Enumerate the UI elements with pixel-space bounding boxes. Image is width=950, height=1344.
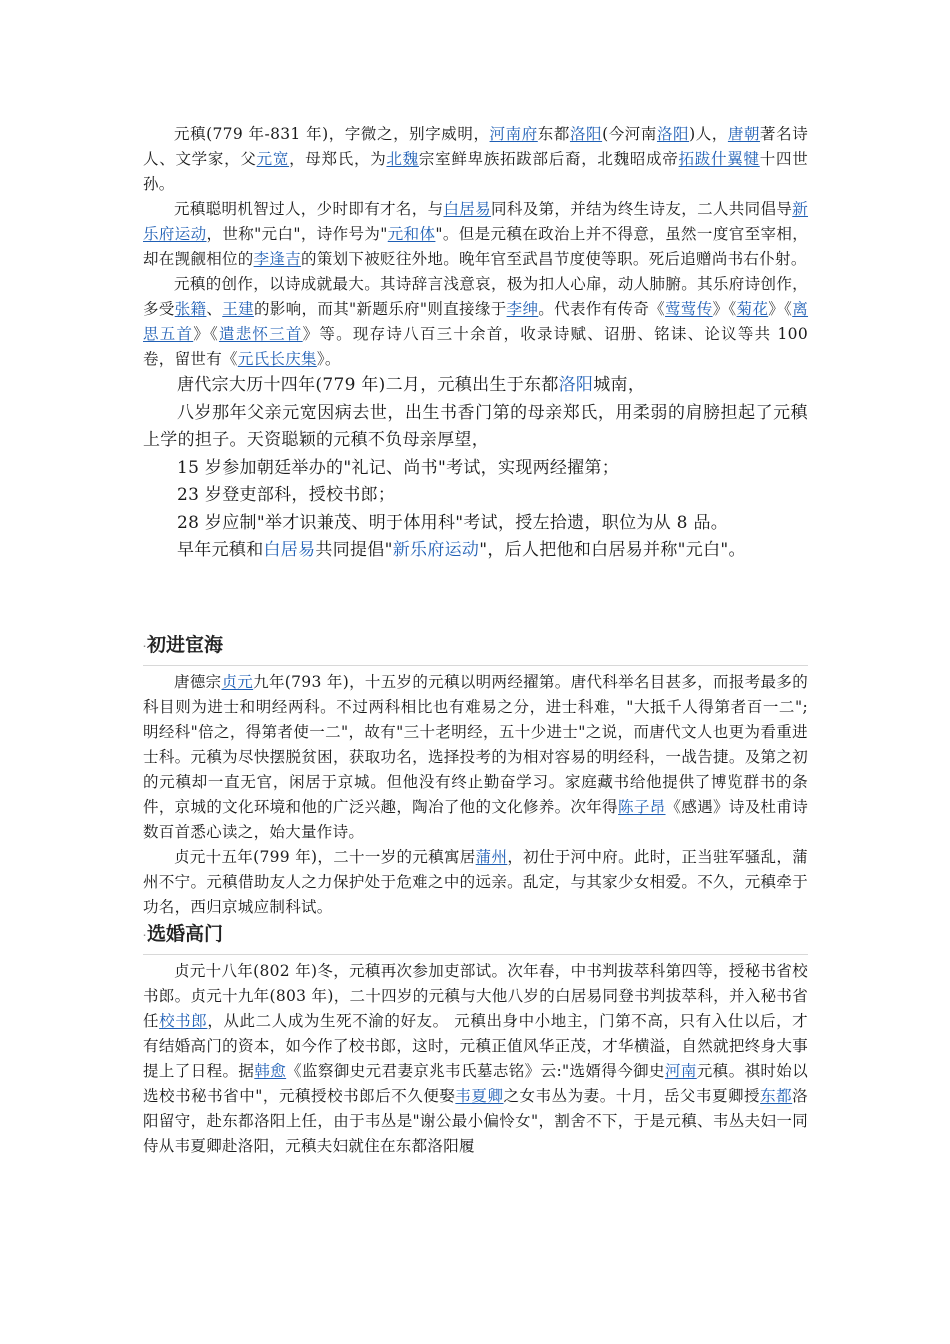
text-run: "。但是元稹在政治上并不得意，虽然一度官至宰相，却在觊觎相位的 (143, 225, 808, 268)
hyperlink[interactable]: 新乐府运动 (143, 200, 809, 243)
hyperlink[interactable]: 洛阳 (569, 125, 603, 143)
timeline-line-2 (143, 400, 808, 455)
text-run: 》《 (712, 300, 737, 318)
hyperlink[interactable]: 元宽 (256, 150, 290, 168)
marriage-paragraph-1 (143, 959, 808, 1159)
hyperlink[interactable]: 韩愈 (254, 1061, 287, 1080)
hyperlink[interactable]: 元和体 (387, 225, 436, 243)
text-run: 贞元十五年(799 年)，二十一岁的元稹寓居 (174, 847, 476, 866)
intro-paragraph-2 (143, 197, 808, 272)
text-run: 》《 (768, 300, 793, 318)
hyperlink[interactable]: 校书郎 (159, 1011, 208, 1030)
text-run: ，初仕于河中府。此时，正当驻军骚乱，蒲州不宁。元稹借助友人之力保护处于危难之中的远亲。乱定，与其家少女相爱。不久，元稹牵于功名，西归京城应制科试。 (143, 847, 808, 916)
hyperlink[interactable]: 唐朝 (727, 125, 761, 143)
text-run: ，从此二人成为生死不渝的好友。 元稹出身中小地主，门第不高，只有入仕以后，才有结婚高门的资本，如今作了校书郎，这时，元稹正值风华正茂，才华横溢，自然就把终身大事提上了日程。据 (143, 1011, 808, 1080)
text-run: ，母郑氏，为 (289, 150, 387, 168)
hyperlink[interactable]: 河南 (664, 1061, 697, 1080)
text-run: )人， (689, 125, 728, 143)
text-run: 城南， (593, 375, 646, 395)
hyperlink[interactable]: 新乐府运动 (392, 540, 480, 560)
text-run: 。代表作有传奇《 (538, 300, 666, 318)
hyperlink[interactable]: 拓跋什翼犍 (678, 150, 760, 168)
heading-divider (143, 954, 808, 955)
timeline-line-5 (143, 510, 808, 538)
hyperlink[interactable]: 莺莺传 (665, 300, 713, 318)
hyperlink[interactable]: 白居易 (443, 200, 492, 218)
text-run: 共同提倡" (315, 540, 393, 560)
hyperlink[interactable]: 遣悲怀三首 (218, 325, 303, 343)
hyperlink[interactable]: 贞元 (221, 672, 254, 691)
hyperlink[interactable]: 李逢吉 (253, 250, 302, 268)
text-run: 唐德宗 (174, 672, 222, 691)
text-run: 唐代宗大历十四年(779 年)二月，元稹出生于东都 (177, 375, 559, 395)
text-run: 东都 (537, 125, 570, 143)
text-run: 贞元十八年(802 年)冬，元稹再次参加吏部试。次年春，中书判拔萃科第四等，授秘书省校书郎。贞元十九年(803 年)，二十四岁的元稹与大他八岁的白居易同登书判拔萃科，并入秘书省任 (143, 961, 808, 1030)
text-run: 》。 (316, 350, 341, 368)
hyperlink[interactable]: 蒲州 (475, 847, 508, 866)
timeline-line-3 (143, 455, 808, 483)
hyperlink[interactable]: 王建 (222, 300, 254, 318)
hyperlink[interactable]: 元氏长庆集 (237, 350, 317, 368)
hyperlink[interactable]: 东都 (760, 1086, 793, 1105)
text-run: 28 岁应制"举才识兼茂、明于体用科"考试，授左拾遗，职位为从 8 品。 (177, 512, 729, 533)
timeline-line-1 (143, 372, 808, 400)
hyperlink[interactable]: 洛阳 (656, 125, 690, 143)
intro-paragraph-1 (143, 122, 808, 197)
document-page (143, 122, 808, 1159)
heading-divider (143, 665, 808, 666)
text-run: ，世称"元白"，诗作号为" (206, 225, 388, 243)
hyperlink[interactable]: 陈子昂 (618, 797, 666, 816)
text-run: 《感遇》诗及杜甫诗数百首悉心读之，始大量作诗。 (143, 797, 809, 841)
hyperlink[interactable]: 河南府 (489, 125, 538, 143)
text-run: 15 岁参加朝廷举办的"礼记、尚书"考试，实现两经擢第； (177, 457, 620, 478)
career-paragraph-1 (143, 670, 808, 845)
hyperlink[interactable]: 离思五首 (143, 300, 809, 343)
hyperlink[interactable]: 张籍 (174, 300, 207, 318)
hyperlink[interactable]: 菊花 (736, 300, 769, 318)
text-run: (今河南 (602, 125, 657, 143)
text-run: 九年(793 年)，十五岁的元稹以明两经擢第。唐代科举名目甚多，而报考最多的科目则为进士和明经两科。不过两科相比也有难易之分，进士科难，"大抵千人得第者百一二";明经科"倍之，得第者使一二"，故有"三十老明经，五十少进士"之说，而唐代文人也更为看重进士科。元稹为尽快摆脱贫困，获取功名，选择投考的为相对容易的明经科，一战告捷。及第之初的元稹却一直无官，闲居于京城。但他没有终止勤奋学习。家庭藏书给他提供了博览群书的条件，京城的文化环境和他的广泛兴趣，陶冶了他的文化修养。次年得 (143, 672, 808, 816)
text-run: 元稹。祺时始以选校书秘书省中"，元稹授校书郎后不久便娶 (143, 1061, 808, 1105)
text-run: 八岁那年父亲元宽因病去世，出生书香门第的母亲郑氏，用柔弱的肩膀担起了元稹上学的担子。天资聪颖的元稹不负母亲厚望， (143, 402, 808, 450)
hyperlink[interactable]: 北魏 (386, 150, 419, 168)
section-heading-career: .初进宦海 (143, 633, 224, 656)
hyperlink[interactable]: 韦夏卿 (455, 1086, 504, 1105)
text-run: 之女韦丛为妻。十月，岳父韦夏卿授 (503, 1086, 761, 1105)
text-run: 23 岁登吏部科，授校书郎； (177, 485, 396, 505)
text-run: 同科及第，并结为终生诗友，二人共同倡导 (491, 200, 793, 218)
text-run: 早年元稹和 (177, 540, 264, 560)
text-run: 》等。现存诗八百三十余首，收录诗赋、诏册、铭诔、论议等共 100 卷，留世有《 (143, 325, 808, 368)
section-heading-marriage: .选婚高门 (143, 922, 224, 945)
text-run: 元稹(779 年-831 年)，字微之，别字威明， (174, 125, 490, 143)
text-run: 的策划下被贬往外地。晚年官至武昌节度使等职。死后追赠尚书右仆射。 (301, 250, 807, 268)
text-run: 的影响，而其"新题乐府"则直接缘于 (253, 300, 507, 318)
career-paragraph-2 (143, 845, 808, 920)
text-run: 、 (206, 300, 223, 318)
text-run: 洛阳留守，赴东都洛阳上任，由于韦丛是"谢公最小偏怜女"，割舍不下，于是元稹、韦丛夫妇一同侍从韦夏卿赴洛阳，元稹夫妇就住在东都洛阳履 (143, 1086, 808, 1155)
hyperlink[interactable]: 洛阳 (558, 375, 594, 395)
text-run: "，后人把他和白居易并称"元白"。 (479, 540, 746, 560)
text-run: 著名诗人、文学家，父 (143, 125, 808, 168)
text-run: 《监察御史元君妻京兆韦氏墓志铭》云:"选婿得今御史 (286, 1061, 665, 1080)
text-run: 元稹的创作，以诗成就最大。其诗辞言浅意哀，极为扣人心扉，动人肺腑。其乐府诗创作，多受 (143, 275, 808, 318)
intro-paragraph-3 (143, 272, 808, 372)
hyperlink[interactable]: 李绅 (506, 300, 539, 318)
timeline-line-6 (143, 537, 808, 565)
section-spacer (143, 565, 808, 631)
timeline-line-4 (143, 482, 808, 510)
text-run: 宗室鲜卑族拓跋部后裔，北魏昭成帝 (418, 150, 679, 168)
hyperlink[interactable]: 白居易 (263, 540, 316, 560)
text-run: 十四世孙。 (143, 150, 808, 193)
text-run: 》《 (193, 325, 219, 343)
text-run: 元稹聪明机智过人，少时即有才名，与 (174, 200, 444, 218)
